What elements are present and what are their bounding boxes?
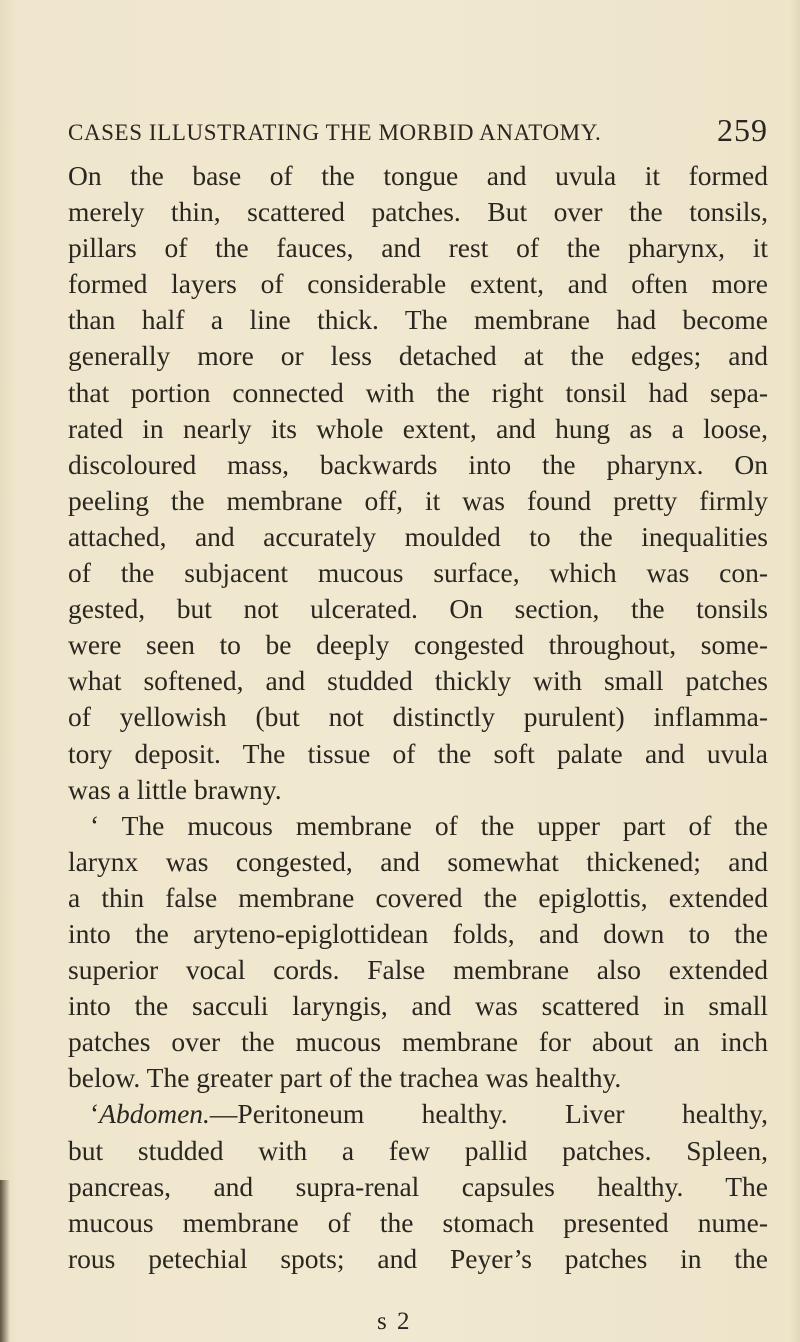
text-line: larynx was congested, and somewhat thickened; and [68,845,768,877]
text-line: below. The greater part of the trachea was healthy. [68,1062,622,1094]
body-text [68,158,768,1277]
text-line: into the aryteno-epiglottidean folds, and down to the [68,917,768,949]
binding-shadow [0,1180,10,1342]
text-line: ‘ The mucous membrane of the upper part of the [90,809,768,841]
text-line: pillars of the fauces, and rest of the pharynx, it [68,232,768,264]
text-line: that portion connected with the right tonsil had sepa- [68,376,768,408]
text-line: of yellowish (but not distinctly purulent) inflamma- [68,701,768,733]
text-line: pancreas, and supra-renal capsules healthy. The [68,1170,768,1202]
text-line: discoloured mass, backwards into the pharynx. On [68,448,768,480]
text-line: tory deposit. The tissue of the soft palate and uvula [68,737,768,769]
text-line: peeling the membrane off, it was found pretty firmly [68,484,768,516]
page-number: 259 [717,112,768,148]
text-line: but studded with a few pallid patches. Spleen, [68,1134,768,1166]
text-line: mucous membrane of the stomach presented nume- [68,1206,768,1238]
text-line: gested, but not ulcerated. On section, the tonsils [68,593,768,625]
text-line: than half a line thick. The membrane had become [68,304,768,336]
text-line: what softened, and studded thickly with small patches [68,665,768,697]
abdomen-open-quote: ‘ [90,1098,100,1130]
text-line: a thin false membrane covered the epiglottis, extended [68,881,768,913]
running-head [68,112,768,152]
text-line: rated in nearly its whole extent, and hung as a loose, [68,412,768,444]
text-line: superior vocal cords. False membrane also extended [68,954,768,986]
abdomen-heading: Abdomen. [99,1098,210,1130]
text-line: On the base of the tongue and uvula it formed [68,160,768,191]
text-line: attached, and accurately moulded to the inequalities [68,520,768,552]
text-line: rous petechial spots; and Peyer’s patches in the [68,1242,768,1274]
text-line: patches over the mucous membrane for about an inch [68,1026,768,1058]
abdomen-first-line [68,1096,768,1132]
running-title: CASES ILLUSTRATING THE MORBID ANATOMY. [68,120,602,145]
text-line: generally more or less detached at the edges; and [68,340,768,372]
text-line: was a little brawny. [68,773,282,805]
text-line: into the sacculi laryngis, and was scattered in small [68,990,768,1022]
signature-mark: s 2 [377,1308,412,1335]
text-line: formed layers of considerable extent, and often more [68,268,768,300]
text-line: merely thin, scattered patches. But over the tonsils, [68,196,768,228]
text-line: of the subjacent mucous surface, which was con- [68,557,768,589]
abdomen-first-line-rest: —Peritoneum healthy. Liver healthy, [209,1098,768,1130]
text-line: were seen to be deeply congested throughout, some- [68,629,768,661]
